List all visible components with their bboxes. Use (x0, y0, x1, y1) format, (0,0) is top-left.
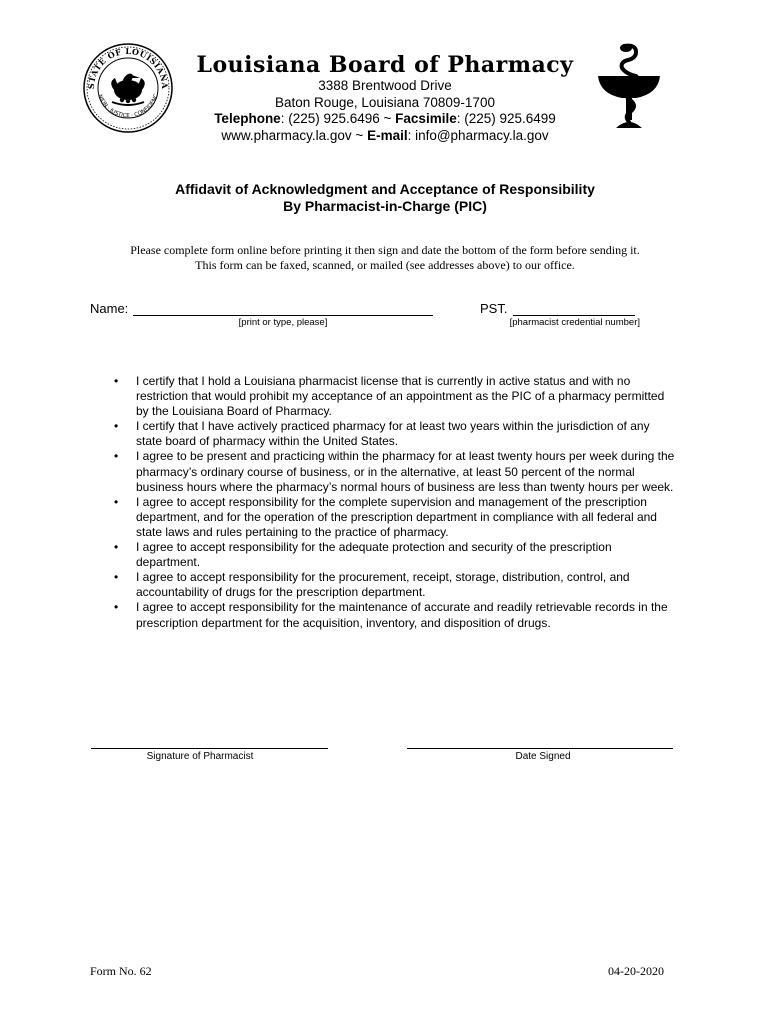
signature-label: Signature of Pharmacist (146, 751, 254, 762)
instructions-line-1: Please complete form online before printing it then sign and date the bottom of the form before sending it. (130, 243, 640, 257)
svg-text:STATE OF LOUISIANA: STATE OF LOUISIANA (85, 45, 171, 90)
pst-credential-field[interactable] (513, 315, 635, 316)
date-signed-label: Date Signed (515, 751, 571, 762)
certification-item: • I agree to accept responsibility for the complete supervision and management of the prescription department, and for the operation of the prescription department in compliance with all federal and state laws and rules pertaining to the practice of pharmacy. (106, 495, 678, 540)
facsimile-label: Facsimile (395, 111, 457, 126)
telephone-value: : (225) 925.6496 ~ (280, 111, 396, 126)
board-name: Louisiana Board of Pharmacy (196, 52, 574, 78)
form-number: Form No. 62 (90, 964, 152, 978)
svg-text:UNION · JUSTICE · CONFIDENCE: NION · JUSTICE · CONFIDENC (96, 93, 160, 120)
web-email-line (180, 128, 590, 145)
name-field[interactable] (133, 315, 433, 316)
phone-fax-line (180, 111, 590, 128)
name-label: Name: (90, 301, 129, 316)
state-seal-logo (82, 42, 174, 134)
address-line-2: Baton Rouge, Louisiana 70809-1700 (275, 94, 495, 110)
website: www.pharmacy.la.gov ~ (221, 127, 368, 143)
instructions (0, 243, 770, 273)
letterhead (180, 52, 590, 144)
facsimile-value: : (225) 925.6499 (456, 111, 556, 126)
certification-item: • I agree to accept responsibility for the maintenance of accurate and readily retrievable records in the prescription department for the acquisition, inventory, and disposition of drugs. (106, 600, 678, 630)
certification-item: • I agree to accept responsibility for the adequate protection and security of the prescription department. (106, 540, 678, 570)
date-signed-field[interactable] (407, 748, 673, 749)
telephone-label: Telephone (214, 111, 281, 126)
form-title-line-2: By Pharmacist-in-Charge (PIC) (283, 198, 487, 214)
certification-item: • I certify that I have actively practiced pharmacy for at least two years within the jurisdiction of any state board of pharmacy within the United States. (106, 419, 678, 449)
form-title (0, 181, 770, 215)
revision-date: 04-20-2020 (608, 964, 664, 978)
pst-hint: [pharmacist credential number] (509, 317, 640, 328)
identity-fields (90, 301, 690, 331)
pst-label: PST. (480, 301, 508, 316)
address-line-1: 3388 Brentwood Drive (318, 78, 452, 93)
certification-item: • I agree to be present and practicing within the pharmacy for at least twenty hours per week during the pharmacy’s ordinary course of business, or in the alternative, at least 50 percent of the normal business hours where the pharmacy’s normal hours of business are less than twenty hours per week. (106, 449, 678, 494)
signature-field[interactable] (91, 748, 328, 749)
bowl-of-hygieia-icon (596, 42, 662, 130)
email-value: : info@pharmacy.la.gov (407, 127, 549, 143)
form-title-line-1: Affidavit of Acknowledgment and Acceptance of Responsibility (175, 181, 595, 197)
certification-list (106, 374, 678, 631)
certification-item: • I certify that I hold a Louisiana pharmacist license that is currently in active status and with no restriction that would prohibit my acceptance of an appointment as the PIC of a pharmacy permitted by the Louisiana Board of Pharmacy. (106, 374, 678, 419)
instructions-line-2: This form can be faxed, scanned, or mailed (see addresses above) to our office. (195, 258, 575, 272)
email-label: E-mail (367, 127, 408, 143)
certification-item: • I agree to accept responsibility for the procurement, receipt, storage, distribution, control, and accountability of drugs for the prescription department. (106, 570, 678, 600)
name-hint: [print or type, please] (238, 317, 328, 328)
